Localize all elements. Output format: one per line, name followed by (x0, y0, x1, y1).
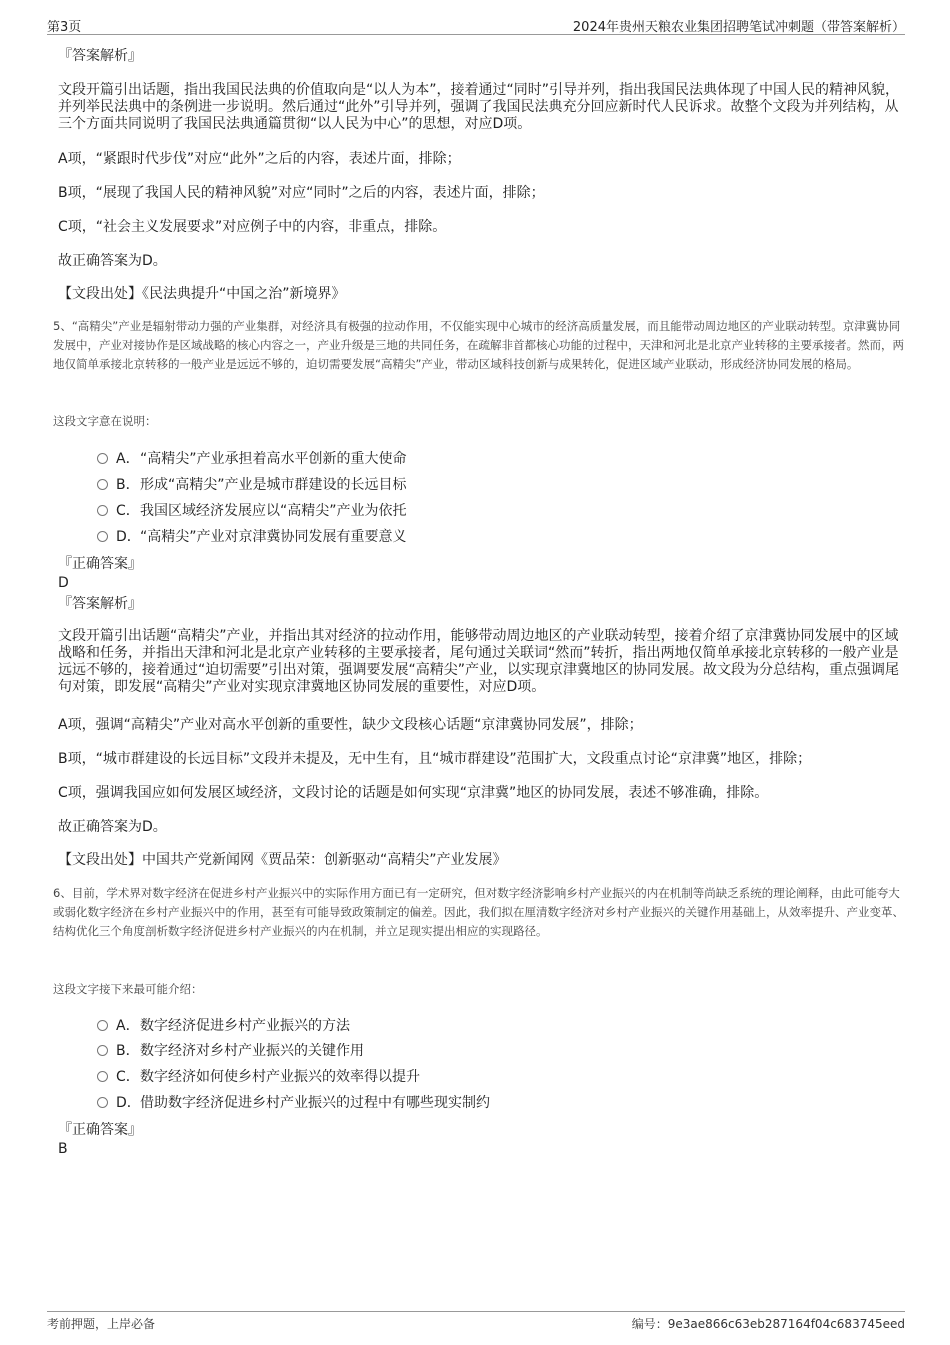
q5-source: 【文段出处】中国共产党新闻网《贾品荣：创新驱动“高精尖”产业发展》 (58, 852, 507, 868)
document-title: 2024年贵州天粮农业集团招聘笔试冲刺题（带答案解析） (572, 20, 905, 35)
q6-option-d-text: 借助数字经济促进乡村产业振兴的过程中有哪些现实制约 (140, 1095, 490, 1111)
q5-analysis-option-c: C项，强调我国应如何发展区域经济，文段讨论的话题是如何实现“京津冀”地区的协同发展，表述不够准确，排除。 (58, 785, 769, 801)
q5-analysis-option-a: A项，强调“高精尖”产业对高水平创新的重要性，缺少文段核心话题“京津冀协同发展”，排除； (58, 717, 643, 733)
q5-option-b-text: 形成“高精尖”产业是城市群建设的长远目标 (140, 477, 407, 493)
footer-slogan: 考前押题，上岸必备 (47, 1317, 156, 1331)
q4-analysis-option-b: B项，“展现了我国人民的精神风貌”对应“同时”之后的内容，表述片面，排除； (58, 185, 545, 201)
q5-option-b[interactable]: B．形成“高精尖”产业是城市群建设的长远目标 (97, 476, 407, 494)
q6-option-d[interactable]: D．借助数字经济促进乡村产业振兴的过程中有哪些现实制约 (97, 1094, 490, 1112)
radio-button-icon[interactable] (97, 1045, 108, 1056)
radio-button-icon[interactable] (97, 505, 108, 516)
q5-conclusion: 故正确答案为D。 (58, 819, 167, 835)
q5-option-d[interactable]: D．“高精尖”产业对京津冀协同发展有重要意义 (97, 528, 407, 546)
q5-option-c-text: 我国区域经济发展应以“高精尖”产业为依托 (140, 503, 407, 519)
q4-analysis-option-a: A项，“紧跟时代步伐”对应“此外”之后的内容，表述片面，排除； (58, 151, 461, 167)
q6-prompt: 这段文字接下来最可能介绍： (53, 982, 203, 996)
q6-option-b-text: 数字经济对乡村产业振兴的关键作用 (140, 1043, 364, 1059)
q4-analysis-text: 文段开篇引出话题，指出我国民法典的价值取向是“以人为本”，接着通过“同时”引导并列，指出我国民法典体现了中国人民的精神风貌，并列举民法典中的条例进一步说明。然后通过“此外”引导并列，强调了我国民法典充分回应新时代人民诉求。故整个文段为并列结构，从三个方面共同说明了我国民法典通篇贯彻“以人民为中心”的思想，对应D项。 (58, 82, 900, 132)
q5-option-a-text: “高精尖”产业承担着高水平创新的重大使命 (140, 451, 407, 467)
document-id: 编号：9e3ae866c63eb287164f04c683745eed (631, 1317, 905, 1331)
q5-option-a[interactable]: A．“高精尖”产业承担着高水平创新的重大使命 (97, 450, 407, 468)
q5-answer: D (58, 575, 69, 591)
radio-button-icon[interactable] (97, 531, 108, 542)
q6-option-a-text: 数字经济促进乡村产业振兴的方法 (140, 1018, 350, 1034)
q6-answer-label: 『正确答案』 (58, 1122, 142, 1138)
radio-button-icon[interactable] (97, 1097, 108, 1108)
q6-option-c-text: 数字经济如何使乡村产业振兴的效率得以提升 (140, 1069, 420, 1085)
q5-option-d-text: “高精尖”产业对京津冀协同发展有重要意义 (140, 529, 407, 545)
page-header (47, 14, 905, 35)
page-footer (47, 1311, 905, 1336)
q6-stem: 6、目前，学术界对数字经济在促进乡村产业振兴中的实际作用方面已有一定研究，但对数字经济影响乡村产业振兴的内在机制等尚缺乏系统的理论阐释，由此可能夸大或弱化数字经济在乡村产业振兴中的作用，甚至有可能导致政策制定的偏差。因此，我们拟在厘清数字经济对乡村产业振兴的关键作用基础上，从效率提升、产业变革、结构优化三个角度剖析数字经济促进乡村产业振兴的内在机制，并立足现实提出相应的实现路径。 (53, 886, 904, 938)
radio-button-icon[interactable] (97, 1020, 108, 1031)
q5-analysis-label: 『答案解析』 (58, 596, 142, 612)
radio-button-icon[interactable] (97, 1071, 108, 1082)
q4-analysis-label: 『答案解析』 (58, 48, 142, 64)
q5-option-c[interactable]: C．我国区域经济发展应以“高精尖”产业为依托 (97, 502, 407, 520)
q6-option-b[interactable]: B．数字经济对乡村产业振兴的关键作用 (97, 1042, 364, 1060)
q5-answer-label: 『正确答案』 (58, 556, 142, 572)
q5-analysis-text: 文段开篇引出话题“高精尖”产业，并指出其对经济的拉动作用，能够带动周边地区的产业联动转型，接着介绍了京津冀协同发展中的区域战略和任务，并指出天津和河北是北京产业转移的主要承接者，尾句通过关联词“然而”转折，指出两地仅简单承接北京转移的一般产业是远远不够的，接着通过“迫切需要”引出对策，强调要发展“高精尖”产业，以实现京津冀地区的协同发展。故文段为分总结构，重点强调尾句对策，即发展“高精尖”产业对实现京津冀地区协同发展的重要性，对应D项。 (58, 628, 900, 695)
q5-prompt: 这段文字意在说明： (53, 414, 157, 428)
q4-source: 【文段出处】《民法典提升“中国之治”新境界》 (58, 286, 346, 302)
q5-analysis-option-b: B项，“城市群建设的长远目标”文段并未提及，无中生有，且“城市群建设”范围扩大，文段重点讨论“京津冀”地区，排除； (58, 751, 812, 767)
q6-option-a[interactable]: A．数字经济促进乡村产业振兴的方法 (97, 1017, 350, 1035)
q6-option-c[interactable]: C．数字经济如何使乡村产业振兴的效率得以提升 (97, 1068, 420, 1086)
page-number: 第3页 (47, 20, 82, 35)
q4-conclusion: 故正确答案为D。 (58, 253, 167, 269)
radio-button-icon[interactable] (97, 453, 108, 464)
q6-answer: B (58, 1141, 68, 1157)
q5-stem: 5、“高精尖”产业是辐射带动力强的产业集群，对经济具有极强的拉动作用，不仅能实现中心城市的经济高质量发展，而且能带动周边地区的产业联动转型。京津冀协同发展中，产业对接协作是区域战略的核心内容之一，产业升级是三地的共同任务，在疏解非首都核心功能的过程中，天津和河北是北京产业转移的主要承接者。然而，两地仅简单承接北京转移的一般产业是远远不够的，迫切需要发展“高精尖”产业，带动区域科技创新与成果转化，促进区域产业联动，形成经济协同发展的格局。 (53, 319, 904, 371)
q4-analysis-option-c: C项，“社会主义发展要求”对应例子中的内容，非重点，排除。 (58, 219, 447, 235)
radio-button-icon[interactable] (97, 479, 108, 490)
